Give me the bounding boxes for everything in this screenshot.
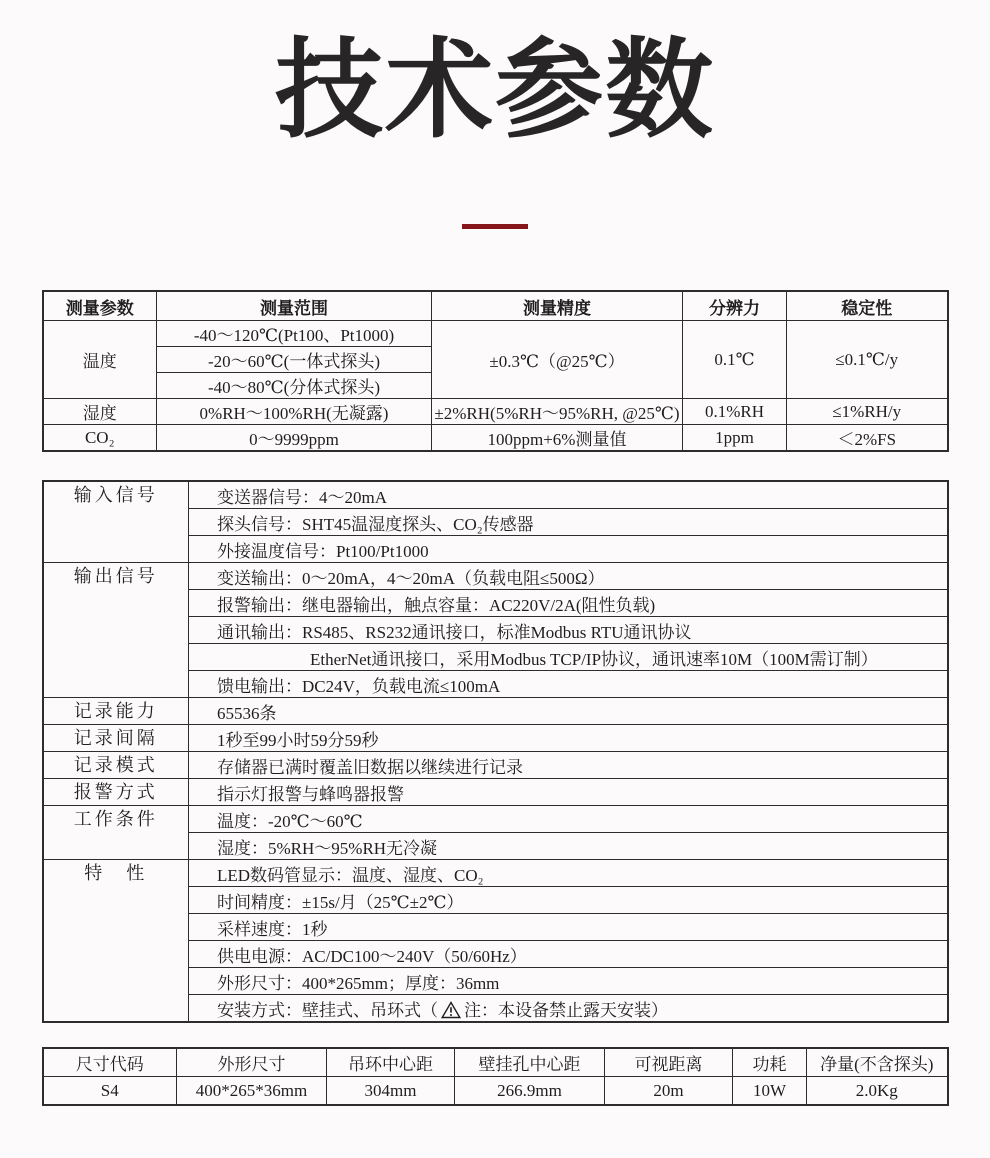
- measurement-table: [42, 290, 949, 452]
- header-cell-ring-distance: 吊环中心距: [327, 1048, 455, 1077]
- spec-value: 外形尺寸：400*265mm；厚度：36mm: [189, 968, 948, 995]
- stability-cell: ≤1%RH/y: [787, 399, 948, 425]
- spec-value: 指示灯报警与蜂鸣器报警: [189, 779, 948, 806]
- table-row-humidity: [43, 399, 948, 425]
- header-cell-outline-size: 外形尺寸: [177, 1048, 327, 1077]
- header-cell-resolution: 分辨力: [683, 291, 787, 321]
- resolution-cell: 0.1℃: [683, 321, 787, 399]
- table-row: [43, 563, 948, 590]
- spec-value: 探头信号：SHT45温湿度探头、CO₂传感器: [189, 509, 948, 536]
- warning-icon: [441, 1001, 461, 1019]
- spec-value: 时间精度：±15s/月（25℃±2℃）: [189, 887, 948, 914]
- dimension-header-row: [43, 1048, 948, 1077]
- value-cell-visible-distance: 20m: [605, 1077, 733, 1106]
- spec-value: 外接温度信号：Pt100/Pt1000: [189, 536, 948, 563]
- accuracy-cell: 100ppm+6%测量值: [432, 425, 683, 452]
- table-row: [43, 779, 948, 806]
- spec-value-ethernet: EtherNet通讯接口，采用Modbus TCP/IP协议，通讯速率10M（100M需订制）: [189, 644, 948, 671]
- header-cell-stability: 稳定性: [787, 291, 948, 321]
- spec-value: 通讯输出：RS485、RS232通讯接口，标准Modbus RTU通讯协议: [189, 617, 948, 644]
- value-cell-outline-size: 400*265*36mm: [177, 1077, 327, 1106]
- spec-value: 变送输出：0～20mA，4～20mA（负载电阻≤500Ω）: [189, 563, 948, 590]
- table-row: [43, 698, 948, 725]
- spec-value: 存储器已满时覆盖旧数据以继续进行记录: [189, 752, 948, 779]
- header-cell-wall-hole-distance: 壁挂孔中心距: [455, 1048, 605, 1077]
- spec-label-features: 特 性: [43, 860, 189, 1023]
- spec-value: 1秒至99小时59分59秒: [189, 725, 948, 752]
- spec-label-input-signal: 输入信号: [43, 481, 189, 563]
- spec-value: 65536条: [189, 698, 948, 725]
- value-cell-ring-distance: 304mm: [327, 1077, 455, 1106]
- table-row: [43, 860, 948, 887]
- mount-text-prefix: 安装方式：壁挂式、吊环式（: [217, 1000, 438, 1020]
- spec-value: 馈电输出：DC24V，负载电流≤100mA: [189, 671, 948, 698]
- spec-label-output-signal: 输出信号: [43, 563, 189, 698]
- spec-label-record-capacity: 记录能力: [43, 698, 189, 725]
- table-row: [43, 725, 948, 752]
- dimension-table: [42, 1047, 949, 1106]
- spec-label-record-interval: 记录间隔: [43, 725, 189, 752]
- spec-value: 采样速度：1秒: [189, 914, 948, 941]
- stability-cell: ≤0.1℃/y: [787, 321, 948, 399]
- spec-value-mounting: [189, 995, 948, 1023]
- spec-label-record-mode: 记录模式: [43, 752, 189, 779]
- table-row-temperature-1: [43, 321, 948, 347]
- range-cell: 0%RH～100%RH(无凝露): [157, 399, 432, 425]
- mount-text-suffix: 注：本设备禁止露天安装）: [464, 1000, 668, 1020]
- header-cell-param: 测量参数: [43, 291, 157, 321]
- range-cell: -40～120℃(Pt100、Pt1000): [157, 321, 432, 347]
- spec-label-alarm-mode: 报警方式: [43, 779, 189, 806]
- spec-value: 湿度：5%RH～95%RH无冷凝: [189, 833, 948, 860]
- spec-value: 温度：-20℃～60℃: [189, 806, 948, 833]
- spec-label-working-conditions: 工作条件: [43, 806, 189, 860]
- header-cell-net-weight: 净量(不含探头): [807, 1048, 948, 1077]
- header-cell-power: 功耗: [733, 1048, 807, 1077]
- table-row-co2: [43, 425, 948, 452]
- header-cell-size-code: 尺寸代码: [43, 1048, 177, 1077]
- spec-table: [42, 480, 949, 1023]
- header-cell-accuracy: 测量精度: [432, 291, 683, 321]
- spec-value: 供电电源：AC/DC100～240V（50/60Hz）: [189, 941, 948, 968]
- page-title: 技术参数: [274, 28, 715, 153]
- value-cell-size-code: S4: [43, 1077, 177, 1106]
- dimension-value-row: [43, 1077, 948, 1106]
- measurement-header-row: [43, 291, 948, 321]
- table-row: [43, 752, 948, 779]
- table-row: [43, 481, 948, 509]
- header-cell-visible-distance: 可视距离: [605, 1048, 733, 1077]
- range-cell: 0～9999ppm: [157, 425, 432, 452]
- param-cell-temperature: 温度: [43, 321, 157, 399]
- param-cell-co2: CO₂: [43, 425, 157, 452]
- value-cell-wall-hole-distance: 266.9mm: [455, 1077, 605, 1106]
- param-cell-humidity: 湿度: [43, 399, 157, 425]
- resolution-cell: 0.1%RH: [683, 399, 787, 425]
- value-cell-net-weight: 2.0Kg: [807, 1077, 948, 1106]
- header-cell-range: 测量范围: [157, 291, 432, 321]
- accent-divider: [462, 224, 528, 229]
- resolution-cell: 1ppm: [683, 425, 787, 452]
- spec-value: 报警输出：继电器输出，触点容量：AC220V/2A(阻性负载): [189, 590, 948, 617]
- spec-value: LED数码管显示：温度、湿度、CO₂: [189, 860, 948, 887]
- range-cell: -20～60℃(一体式探头): [157, 347, 432, 373]
- table-row: [43, 806, 948, 833]
- stability-cell: ＜2%FS: [787, 425, 948, 452]
- accuracy-cell: ±0.3℃（@25℃）: [432, 321, 683, 399]
- spec-value: 变送器信号：4～20mA: [189, 481, 948, 509]
- accuracy-cell: ±2%RH(5%RH～95%RH, @25℃): [432, 399, 683, 425]
- range-cell: -40～80℃(分体式探头): [157, 373, 432, 399]
- value-cell-power: 10W: [733, 1077, 807, 1106]
